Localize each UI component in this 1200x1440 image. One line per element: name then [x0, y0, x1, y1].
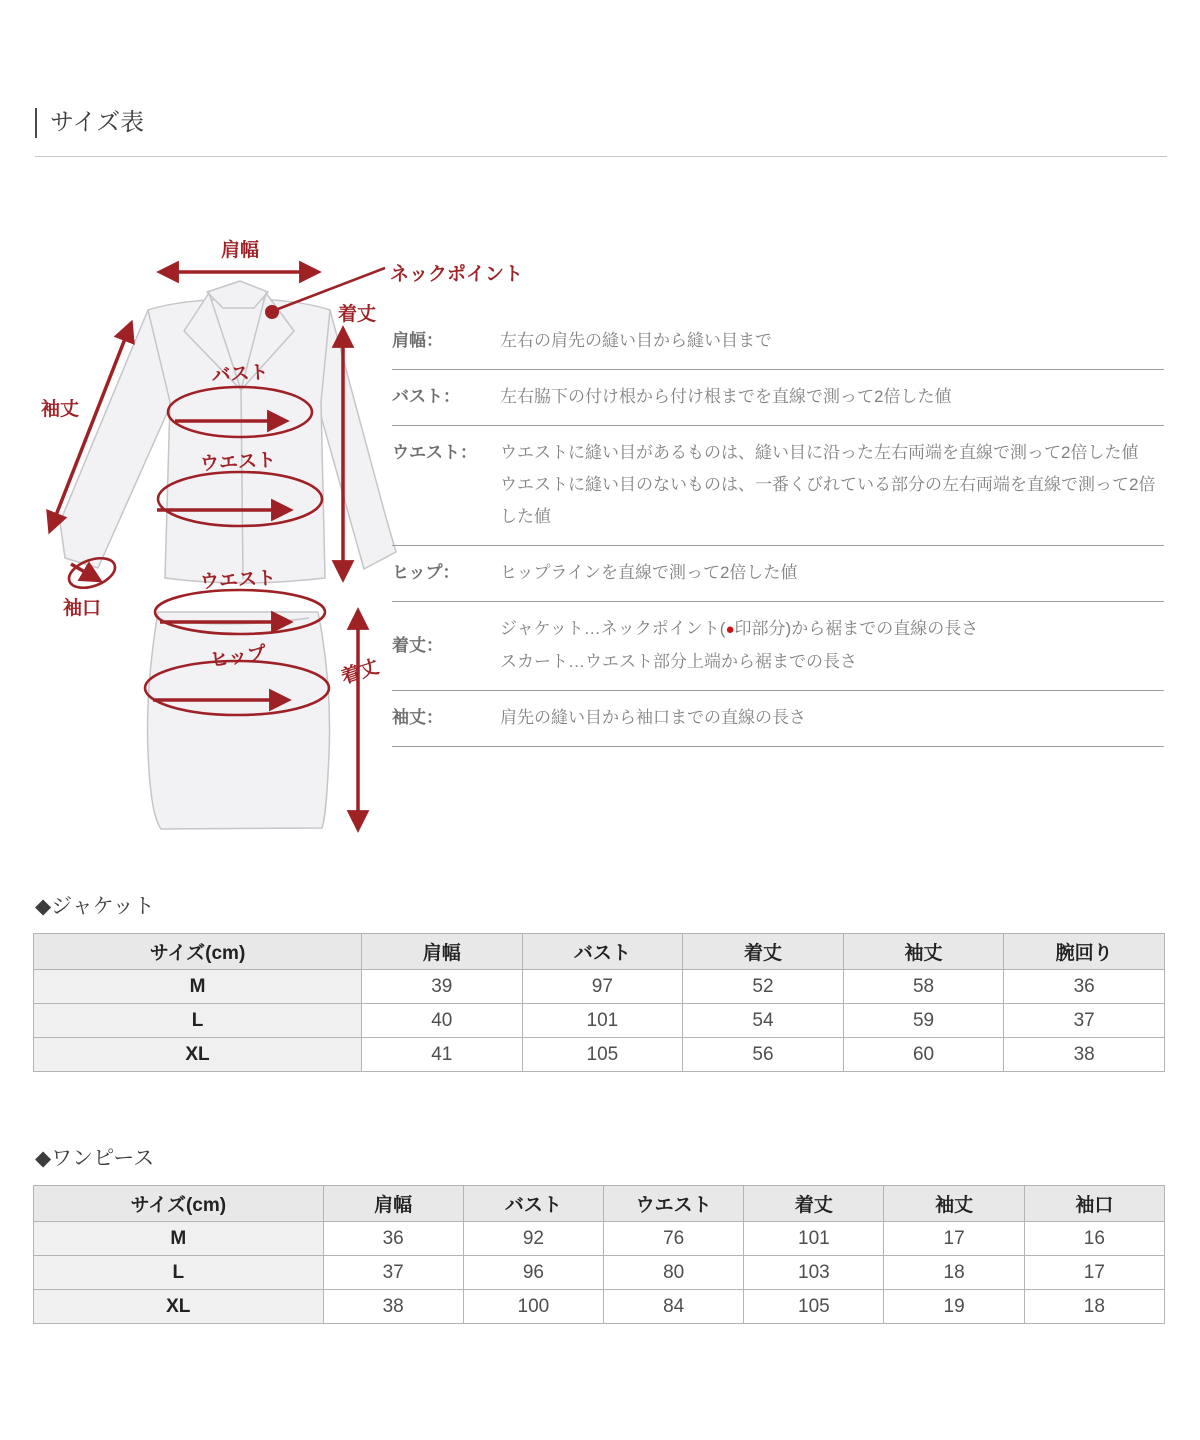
value-cell: 36: [323, 1222, 463, 1256]
column-header: 袖丈: [843, 934, 1004, 970]
onepiece-size-table: [33, 1185, 1165, 1324]
value-cell: 16: [1024, 1222, 1164, 1256]
definition-desc: [500, 437, 1164, 533]
value-cell: 97: [522, 970, 683, 1004]
definition-desc-line: [500, 613, 1164, 646]
jacket-section: [33, 890, 1165, 1072]
size-cell: XL: [34, 1038, 362, 1072]
value-cell: 36: [1004, 970, 1165, 1004]
definition-desc: 肩先の縫い目から袖口までの直線の長さ: [500, 708, 806, 727]
definition-desc: 左右脇下の付け根から付け根までを直線で測って2倍した値: [500, 387, 952, 406]
size-cell: M: [34, 970, 362, 1004]
jacket-section-title: ◆ジャケット: [35, 895, 155, 918]
table-row: [34, 1290, 1165, 1324]
diagram-label-waist-jacket: ウエスト: [199, 450, 277, 475]
column-header: ウエスト: [604, 1186, 744, 1222]
jacket-left-sleeve: [60, 310, 171, 568]
definition-term: バスト：: [392, 387, 460, 406]
diagram-label-shoulder-width: 肩幅: [220, 240, 260, 261]
diagram-label-sleeve-length: 袖丈: [41, 399, 80, 420]
value-cell: 38: [1004, 1038, 1165, 1072]
value-cell: 19: [884, 1290, 1024, 1324]
column-header: 着丈: [683, 934, 844, 970]
page-title: [35, 108, 1167, 157]
garment-sketch: [60, 281, 396, 829]
size-cell: L: [34, 1004, 362, 1038]
definition-term: ウエスト：: [392, 443, 477, 462]
value-cell: 56: [683, 1038, 844, 1072]
diagram-label-hip: ヒップ: [208, 643, 268, 672]
neck-point-dot-glyph: ●: [725, 621, 735, 638]
value-cell: 18: [884, 1256, 1024, 1290]
table-row: [34, 1004, 1165, 1038]
page-title-text: サイズ表: [35, 108, 144, 138]
value-cell: 39: [361, 970, 522, 1004]
value-cell: 105: [744, 1290, 884, 1324]
value-cell: 17: [884, 1222, 1024, 1256]
size-cell: M: [34, 1222, 324, 1256]
value-cell: 92: [463, 1222, 603, 1256]
column-header: バスト: [522, 934, 683, 970]
value-cell: 100: [463, 1290, 603, 1324]
jacket-body: [148, 299, 330, 583]
value-cell: 76: [604, 1222, 744, 1256]
size-cell: XL: [34, 1290, 324, 1324]
column-header: 肩幅: [323, 1186, 463, 1222]
value-cell: 101: [744, 1222, 884, 1256]
jacket-right-sleeve: [317, 310, 396, 569]
desc-text: 印部分)から裾までの直線の長さ: [734, 619, 979, 638]
value-cell: 101: [522, 1004, 683, 1038]
table-row: [34, 1256, 1165, 1290]
value-cell: 17: [1024, 1256, 1164, 1290]
table-row: [34, 1222, 1165, 1256]
value-cell: 37: [1004, 1004, 1165, 1038]
diagram-label-jacket-length: 着丈: [337, 304, 377, 325]
onepiece-section-title: ◆ワンピース: [35, 1147, 155, 1170]
column-header: 着丈: [744, 1186, 884, 1222]
diagram-label-skirt-length: 着丈: [338, 656, 382, 689]
column-header: バスト: [463, 1186, 603, 1222]
table-header-row: [34, 934, 1165, 970]
value-cell: 105: [522, 1038, 683, 1072]
definition-term: 袖丈：: [392, 708, 443, 727]
table-row: [34, 970, 1165, 1004]
definition-term: 着丈：: [392, 635, 443, 655]
diagram-label-bust: バスト: [210, 362, 270, 387]
definition-desc-line: ウエストに縫い目があるものは、縫い目に沿った左右両端を直線で測って2倍した値: [500, 443, 1139, 462]
table-header-row: [34, 1186, 1165, 1222]
diagram-label-waist-skirt: ウエスト: [199, 568, 277, 593]
neck-point-dot: [265, 305, 279, 319]
column-header: 袖丈: [884, 1186, 1024, 1222]
desc-text: ジャケット…ネックポイント(: [500, 619, 726, 638]
definition-desc-line: スカート…ウエスト部分上端から裾までの長さ: [500, 652, 857, 671]
jacket-size-table: [33, 933, 1165, 1072]
value-cell: 84: [604, 1290, 744, 1324]
diagram-label-cuff: 袖口: [62, 598, 102, 619]
column-header: サイズ(cm): [34, 934, 362, 970]
value-cell: 18: [1024, 1290, 1164, 1324]
column-header: 肩幅: [361, 934, 522, 970]
definition-row-bust: [392, 370, 1164, 426]
value-cell: 60: [843, 1038, 1004, 1072]
definition-term: ヒップ：: [392, 563, 460, 582]
value-cell: 54: [683, 1004, 844, 1038]
column-header: 腕回り: [1004, 934, 1165, 970]
value-cell: 80: [604, 1256, 744, 1290]
value-cell: 40: [361, 1004, 522, 1038]
definition-desc-line: ウエストに縫い目のないものは、一番くびれている部分の左右両端を直線で測って2倍した値: [500, 475, 1156, 526]
table-row: [34, 1038, 1165, 1072]
definition-desc: [500, 613, 1164, 678]
definition-desc: 左右の肩先の縫い目から縫い目まで: [500, 331, 772, 350]
value-cell: 38: [323, 1290, 463, 1324]
column-header: サイズ(cm): [34, 1186, 324, 1222]
size-cell: L: [34, 1256, 324, 1290]
onepiece-section: [33, 1142, 1165, 1324]
value-cell: 37: [323, 1256, 463, 1290]
definition-row-hip: [392, 546, 1164, 602]
value-cell: 96: [463, 1256, 603, 1290]
neck-point-leader-line: [278, 268, 385, 309]
definition-term: 肩幅：: [392, 331, 443, 350]
value-cell: 103: [744, 1256, 884, 1290]
value-cell: 58: [843, 970, 1004, 1004]
definition-row-length: [392, 602, 1164, 691]
measurement-definitions: [392, 314, 1164, 747]
value-cell: 59: [843, 1004, 1004, 1038]
value-cell: 52: [683, 970, 844, 1004]
diagram-label-neck-point: ネックポイント: [390, 264, 524, 285]
skirt-body: [147, 612, 329, 829]
column-header: 袖口: [1024, 1186, 1164, 1222]
definition-row-shoulder-width: [392, 314, 1164, 370]
definition-row-waist: [392, 426, 1164, 546]
definition-desc: ヒップラインを直線で測って2倍した値: [500, 563, 798, 582]
value-cell: 41: [361, 1038, 522, 1072]
definition-row-sleeve-length: [392, 691, 1164, 747]
